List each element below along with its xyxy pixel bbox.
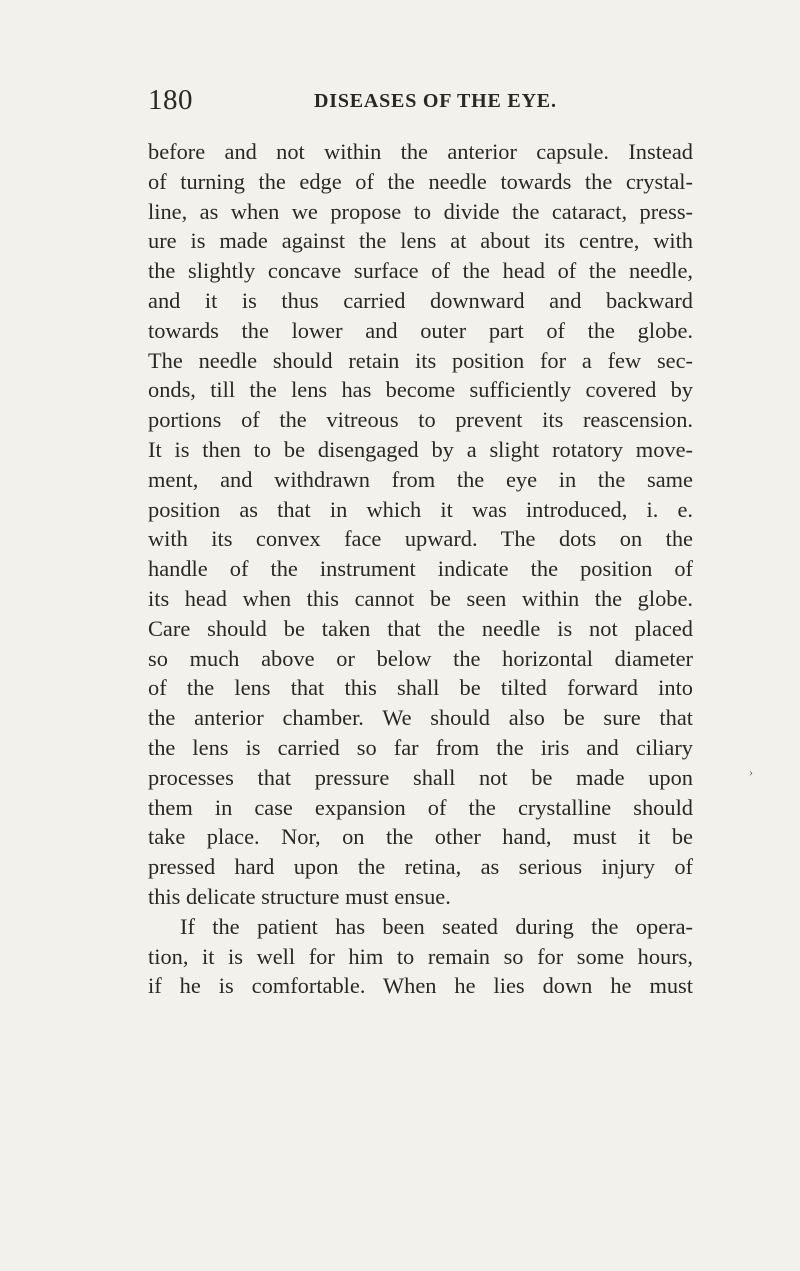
text-line: take place. Nor, on the other hand, must it be	[148, 824, 693, 850]
text-line: before and not within the anterior capsule. Instead	[148, 139, 693, 164]
text-line: portions of the vitreous to prevent its reascension.	[148, 407, 693, 433]
text-line: processes that pressure shall not be made upon	[148, 764, 693, 790]
text-line: It is then to be disengaged by a slight rotatory move-	[148, 436, 693, 462]
text-line: the lens is carried so far from the iris and ciliary	[148, 734, 693, 760]
text-line: position as that in which it was introduced, i. e.	[148, 496, 693, 522]
text-line: and it is thus carried downward and backward	[148, 287, 693, 313]
running-head	[148, 84, 693, 124]
margin-mark: ›	[749, 765, 753, 779]
text-line: with its convex face upward. The dots on the	[148, 526, 693, 552]
body-text	[148, 137, 693, 1001]
text-line: this delicate structure must ensue.	[148, 883, 451, 909]
text-line: of turning the edge of the needle towards the crystal-	[148, 168, 693, 194]
text-line: of the lens that this shall be tilted forward into	[148, 675, 693, 701]
text-line: line, as when we propose to divide the cataract, press-	[148, 198, 693, 224]
text-line: handle of the instrument indicate the position of	[148, 556, 693, 582]
text-line: tion, it is well for him to remain so for some hours,	[148, 943, 693, 969]
text-line: towards the lower and outer part of the globe.	[148, 317, 693, 343]
text-line: Care should be taken that the needle is not placed	[148, 615, 693, 641]
text-line: If the patient has been seated during the opera-	[180, 913, 693, 939]
running-title: DISEASES OF THE EYE.	[314, 90, 557, 112]
text-line: if he is comfortable. When he lies down he must	[148, 973, 693, 999]
text-line: ure is made against the lens at about its centre, with	[148, 228, 693, 254]
text-line: ment, and withdrawn from the eye in the same	[148, 466, 693, 492]
text-line: The needle should retain its position for a few sec-	[148, 347, 693, 373]
page-number: 180	[148, 84, 193, 116]
text-line: them in case expansion of the crystalline should	[148, 794, 693, 820]
text-line: the anterior chamber. We should also be sure that	[148, 705, 693, 731]
text-line: pressed hard upon the retina, as serious injury of	[148, 854, 693, 880]
text-line: onds, till the lens has become sufficiently covered by	[148, 377, 693, 403]
text-line: so much above or below the horizontal diameter	[148, 645, 693, 671]
text-line: the slightly concave surface of the head of the needle,	[148, 258, 693, 284]
text-line: its head when this cannot be seen within the globe.	[148, 585, 693, 611]
